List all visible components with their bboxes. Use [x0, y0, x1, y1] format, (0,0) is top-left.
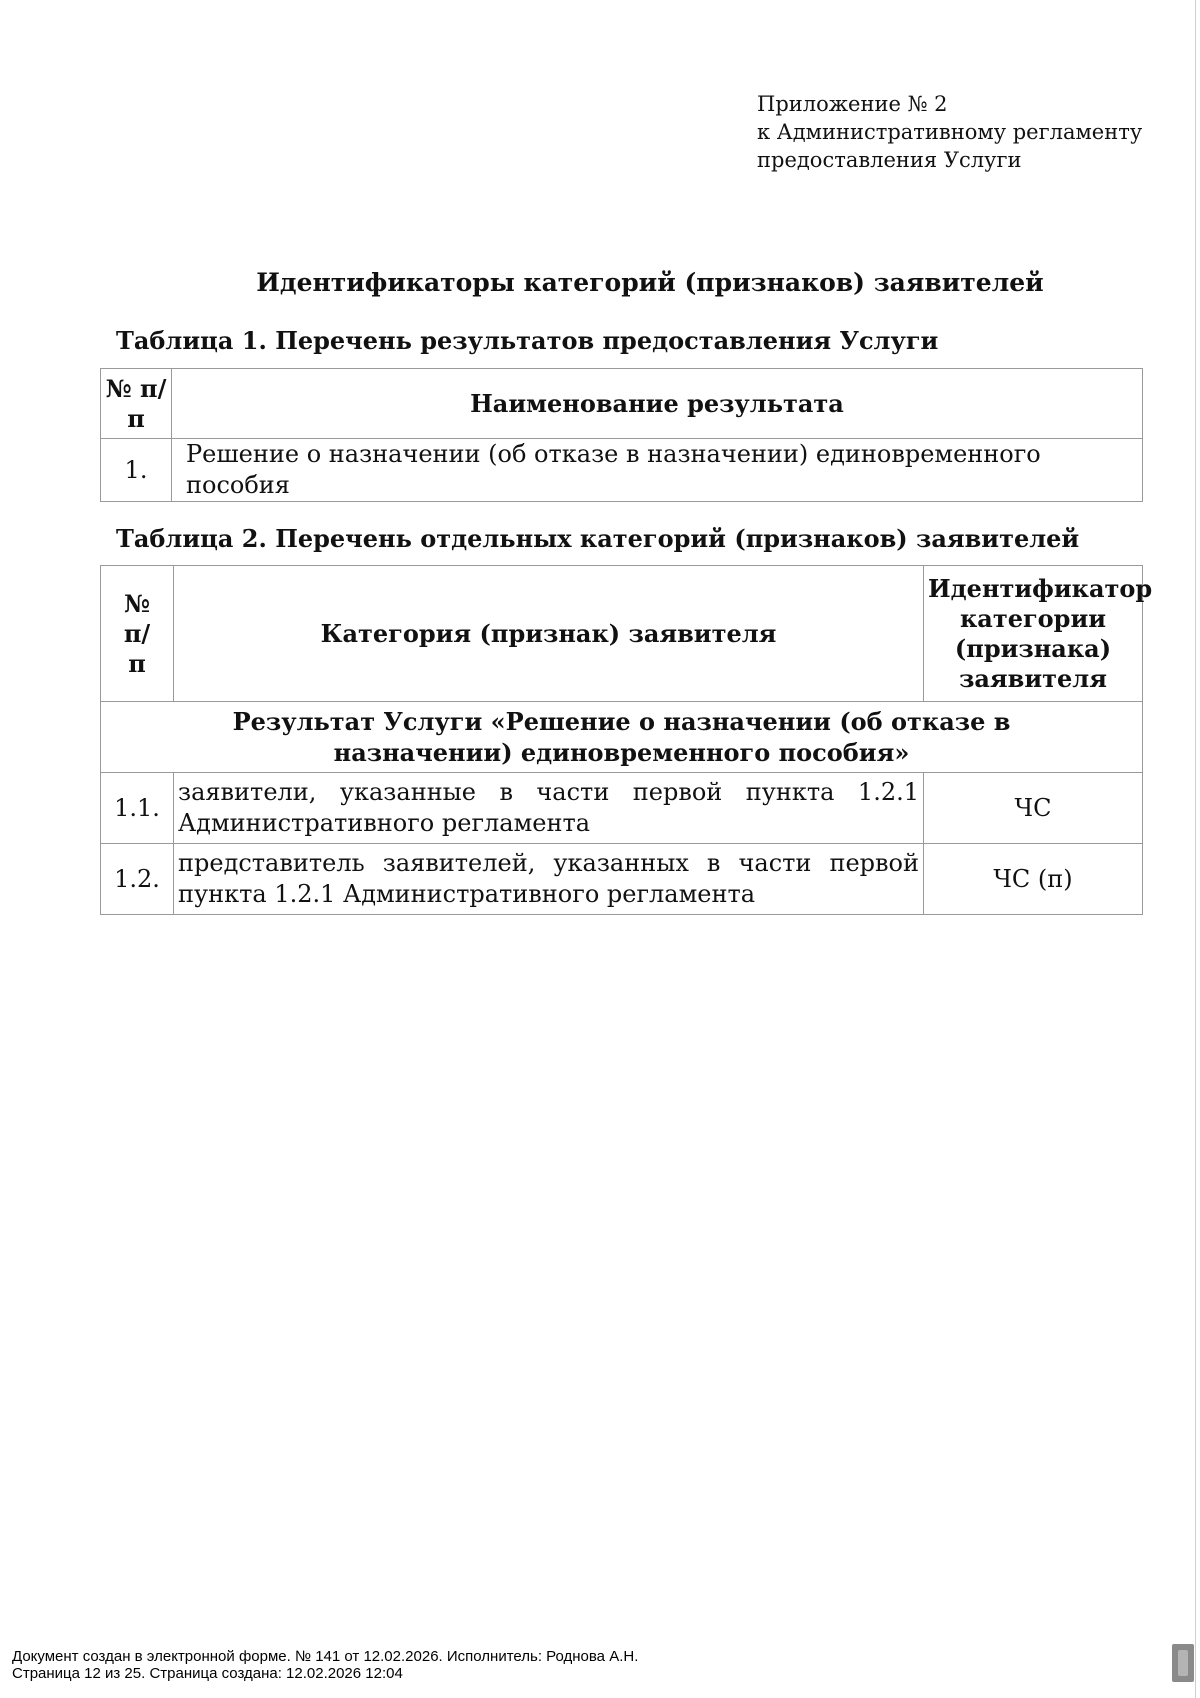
results-table: [100, 368, 1143, 502]
header-result-name: Наименование результата: [172, 369, 1143, 439]
header-category: Категория (признак) заявителя: [174, 566, 924, 702]
row-category: заявители, указанные в части первой пункта 1.2.1 Административного регламента: [174, 773, 924, 844]
page-title: Идентификаторы категорий (признаков) заявителей: [256, 268, 1044, 297]
categories-table: [100, 565, 1153, 915]
table1-caption: Таблица 1. Перечень результатов предоставления Услуги: [116, 326, 939, 355]
appendix-note: [757, 90, 1142, 174]
row-num: 1.2.: [101, 844, 174, 915]
row-num: 1.: [101, 439, 172, 502]
row-identifier: ЧС (п): [924, 844, 1143, 915]
footer-line-2: Страница 12 из 25. Страница создана: 12.02.2026 12:04: [12, 1665, 403, 1682]
categories-table-header: [101, 566, 1143, 702]
group-title: Результат Услуги «Решение о назначении (об отказе в назначении) единовременного пособия»: [101, 702, 1143, 773]
table-row: [101, 773, 1143, 844]
group-row: [101, 702, 1143, 773]
header-identifier: Идентификатор категории (признака) заявителя: [924, 566, 1143, 702]
appendix-line-3: предоставления Услуги: [757, 148, 1022, 172]
document-footer: [12, 1648, 638, 1682]
header-num: № п/п: [101, 369, 172, 439]
row-num: 1.1.: [101, 773, 174, 844]
appendix-line-2: к Административному регламенту: [757, 120, 1143, 144]
table2-caption: Таблица 2. Перечень отдельных категорий (признаков) заявителей: [116, 524, 1080, 553]
document-stamp-icon: [1172, 1644, 1194, 1682]
appendix-line-1: Приложение № 2: [757, 92, 948, 116]
page-edge: [1195, 0, 1196, 1698]
table-row: [101, 844, 1143, 915]
footer-line-1: Документ создан в электронной форме. № 141 от 12.02.2026. Исполнитель: Роднова А.Н.: [12, 1648, 639, 1665]
row-identifier: ЧС: [924, 773, 1143, 844]
row-category: представитель заявителей, указанных в части первой пункта 1.2.1 Административного регламента: [174, 844, 924, 915]
results-table-header: [101, 369, 1143, 439]
row-result-name: Решение о назначении (об отказе в назначении) единовременного пособия: [172, 439, 1143, 502]
table-row: [101, 439, 1143, 502]
header-num: № п/п: [101, 566, 174, 702]
